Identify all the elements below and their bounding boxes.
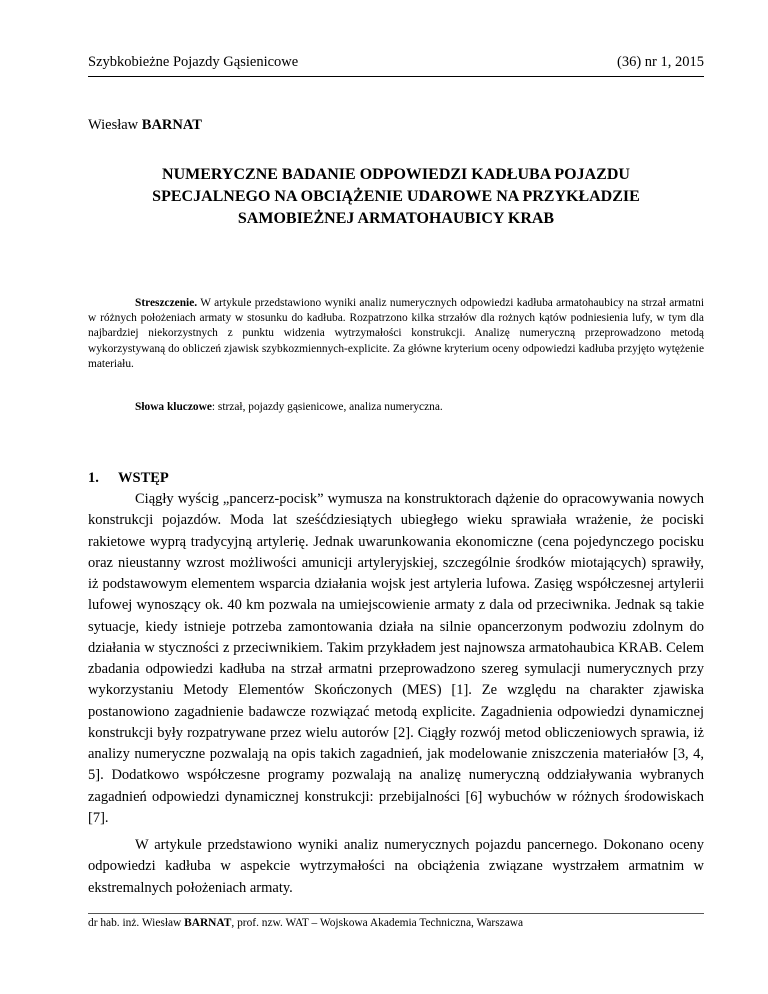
journal-name: Szybkobieżne Pojazdy Gąsienicowe — [88, 54, 299, 70]
author-line — [88, 117, 202, 134]
footnote-divider — [88, 913, 704, 914]
section-heading — [88, 470, 169, 487]
author-first-name: Wiesław — [88, 117, 139, 133]
body-paragraph: Ciągły wyścig „pancerz-pocisk” wymusza na konstruktorach dążenie do opracowywania nowych konstrukcji pojazdów. Moda lat sześćdziesiątych ubiegłego wieku sprawiała wrażenie, że pociski rakietowe wyprą tradycyjną artylerię. Jednak uwarunkowania ekonomiczne (cena pojedynczego pocisku oraz nieustanny wzrost możliwości amunicji artyleryjskiej, szczególnie środków miotających) sprawiły, iż podstawowym elementem wsparcia działania wojsk jest artyleria lufowa. Zasięg współczesnej artylerii lufowej wynoszący ok. 40 km pozwala na umiejscowienie armaty z dala od przeciwnika. Jednak są takie sytuacje, kiedy istnieje potrzeba zamontowania działa na silnie opancerzonym podwoziu zdolnym do działania w styczności z przeciwnikiem. Takim przykładem jest najnowsza armatohaubica KRAB. Celem zbadania odpowiedzi kadłuba na strzał armatni przeprowadzono szereg symulacji numerycznych przy wykorzystaniu Metody Elementów Skończonych (MES) [1]. Ze względu na charakter zjawiska postanowiono zagadnienie badawcze rozwiązać metodą explicite. Zagadnienia odpowiedzi dynamicznej konstrukcji były rozpatrywane przez wielu autorów [2]. Ciągły rozwój metod obliczeniowych sprawia, iż analizy numeryczne pozwalają na opis takich zagadnień, jak modelowanie zniszczenia materiałów [3, 4, 5]. Dodatkowo współczesne programy pozwalają na analizę numeryczną oddziaływania wybranych zagadnień odpowiedzi dynamicznej konstrukcji: przebijalności [6] wybuchów w różnych środowiskach [7]. — [88, 491, 704, 826]
author-affiliation-footnote — [88, 917, 523, 929]
keywords-label: Słowa kluczowe — [135, 401, 212, 413]
title-line: NUMERYCZNE BADANIE ODPOWIEDZI KADŁUBA POJAZDU — [162, 166, 630, 183]
abstract — [88, 296, 704, 372]
paper-title — [88, 164, 704, 230]
author-last-name: BARNAT — [141, 117, 202, 133]
footnote-name: BARNAT — [184, 917, 232, 929]
section-title: WSTĘP — [118, 470, 169, 486]
section-number: 1. — [88, 470, 99, 486]
abstract-label: Streszczenie. — [135, 297, 198, 309]
title-line: SPECJALNEGO NA OBCIĄŻENIE UDAROWE NA PRZYKŁADZIE — [152, 188, 640, 205]
footnote-prefix: dr hab. inż. Wiesław — [88, 917, 185, 929]
keywords-text: : strzał, pojazdy gąsienicowe, analiza numeryczna. — [211, 401, 443, 413]
keywords — [135, 401, 443, 413]
issue-number: (36) nr 1, 2015 — [617, 54, 704, 70]
abstract-text: W artykule przedstawiono wyniki analiz numerycznych odpowiedzi kadłuba armatohaubicy na strzał armatni w różnych położeniach armaty w stosunku do kadłuba. Rozpatrzono kilka strzałów dla rożnych kątów podniesienia lufy, w tym dla najbardziej niekorzystnych z punktu widzenia wytrzymałości konstrukcji. Analizę numeryczną przeprowadzono metodą wykorzystywaną do obliczeń zjawisk szybkozmiennych-explicite. Za główne kryterium oceny odpowiedzi kadłuba przyjęto wytężenie materiału. — [88, 297, 704, 370]
body-paragraph: W artykule przedstawiono wyniki analiz numerycznych pojazdu pancernego. Dokonano oceny odpowiedzi kadłuba w aspekcie wytrzymałości na obciążenia związane wystrzałem armatnim w ekstremalnych położeniach armaty. — [88, 837, 704, 896]
running-header — [88, 50, 704, 77]
title-line: SAMOBIEŻNEJ ARMATOHAUBICY KRAB — [237, 210, 555, 227]
footnote-suffix: , prof. nzw. WAT – Wojskowa Akademia Techniczna, Warszawa — [231, 917, 524, 929]
